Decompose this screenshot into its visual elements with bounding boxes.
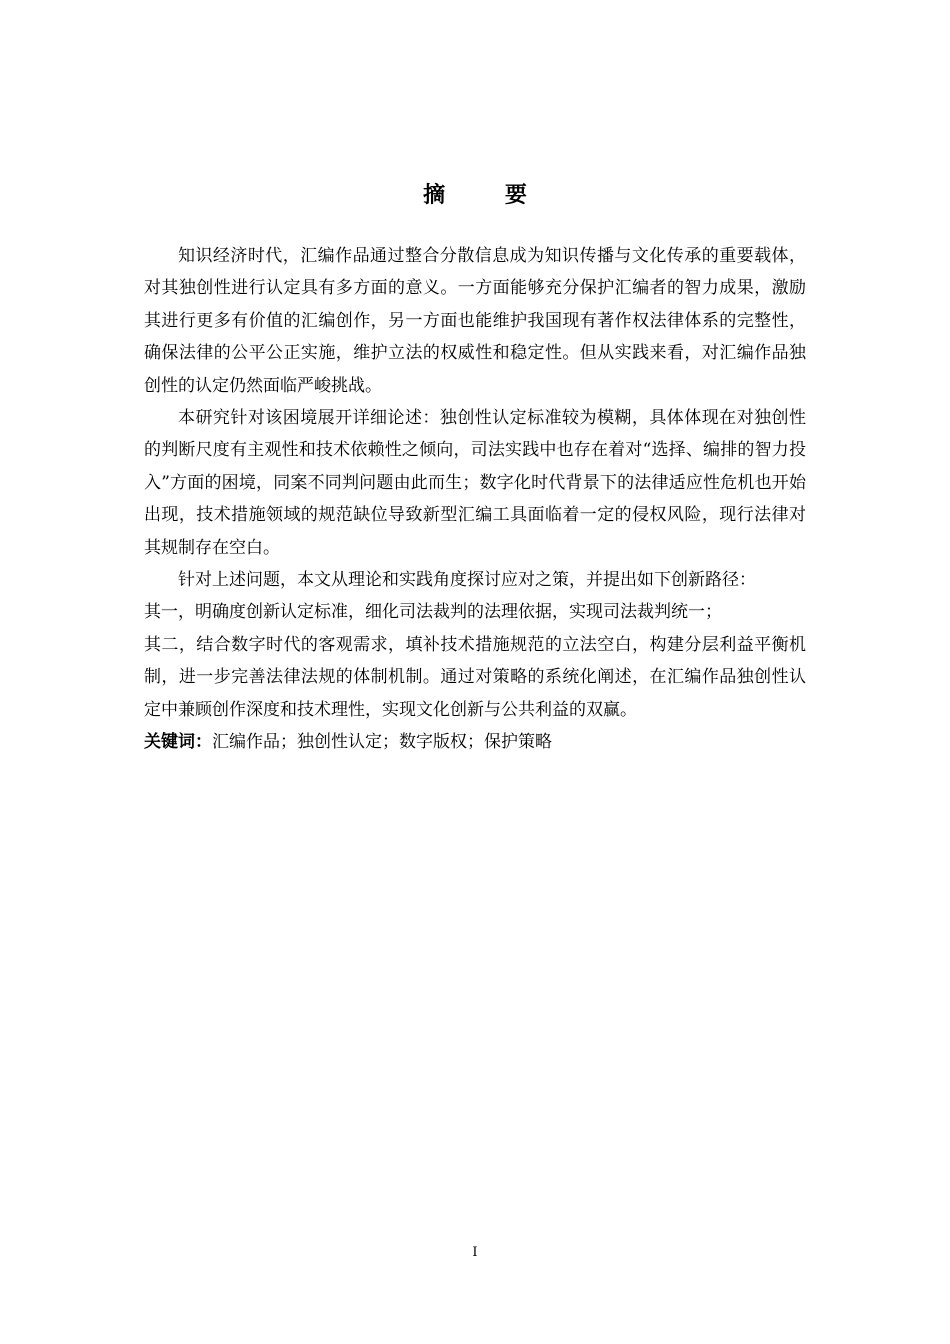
abstract-title: 摘 要 bbox=[423, 183, 553, 208]
keywords-value: 汇编作品；独创性认定；数字版权；保护策略 bbox=[212, 732, 552, 753]
keywords-line bbox=[144, 726, 806, 758]
paragraph-2: 本研究针对该困境展开详细论述：独创性认定标准较为模糊，具体体现在对独创性的判断尺度有主观性和技术依赖性之倾向，司法实践中也存在着对“选择、编排的智力投入”方面的困境，同案不同判问题由此而生；数字化时代背景下的法律适应性危机也开始出现，技术措施领域的规范缺位导致新型汇编工具面临着一定的侵权风险，现行法律对其规制存在空白。 bbox=[144, 408, 806, 558]
paragraph-1: 知识经济时代，汇编作品通过整合分散信息成为知识传播与文化传承的重要载体，对其独创性进行认定具有多方面的意义。一方面能够充分保护汇编者的智力成果，激励其进行更多有价值的汇编创作，另一方面也能维护我国现有著作权法律体系的完整性，确保法律的公平公正实施，维护立法的权威性和稳定性。但从实践来看，对汇编作品独创性的认定仍然面临严峻挑战。 bbox=[144, 246, 806, 396]
keywords-label: 关键词： bbox=[144, 732, 212, 753]
page-number: I bbox=[472, 1245, 478, 1260]
abstract-body bbox=[144, 240, 806, 759]
paragraph-5: 其二，结合数字时代的客观需求，填补技术措施规范的立法空白，构建分层利益平衡机制，进一步完善法律法规的体制机制。通过对策略的系统化阐述，在汇编作品独创性认定中兼顾创作深度和技术理性，实现文化创新与公共利益的双赢。 bbox=[144, 634, 806, 720]
paragraph-3: 针对上述问题，本文从理论和实践角度探讨应对之策，并提出如下创新路径： bbox=[178, 570, 756, 591]
paragraph-4: 其一，明确度创新认定标准，细化司法裁判的法理依据，实现司法裁判统一； bbox=[144, 602, 722, 623]
